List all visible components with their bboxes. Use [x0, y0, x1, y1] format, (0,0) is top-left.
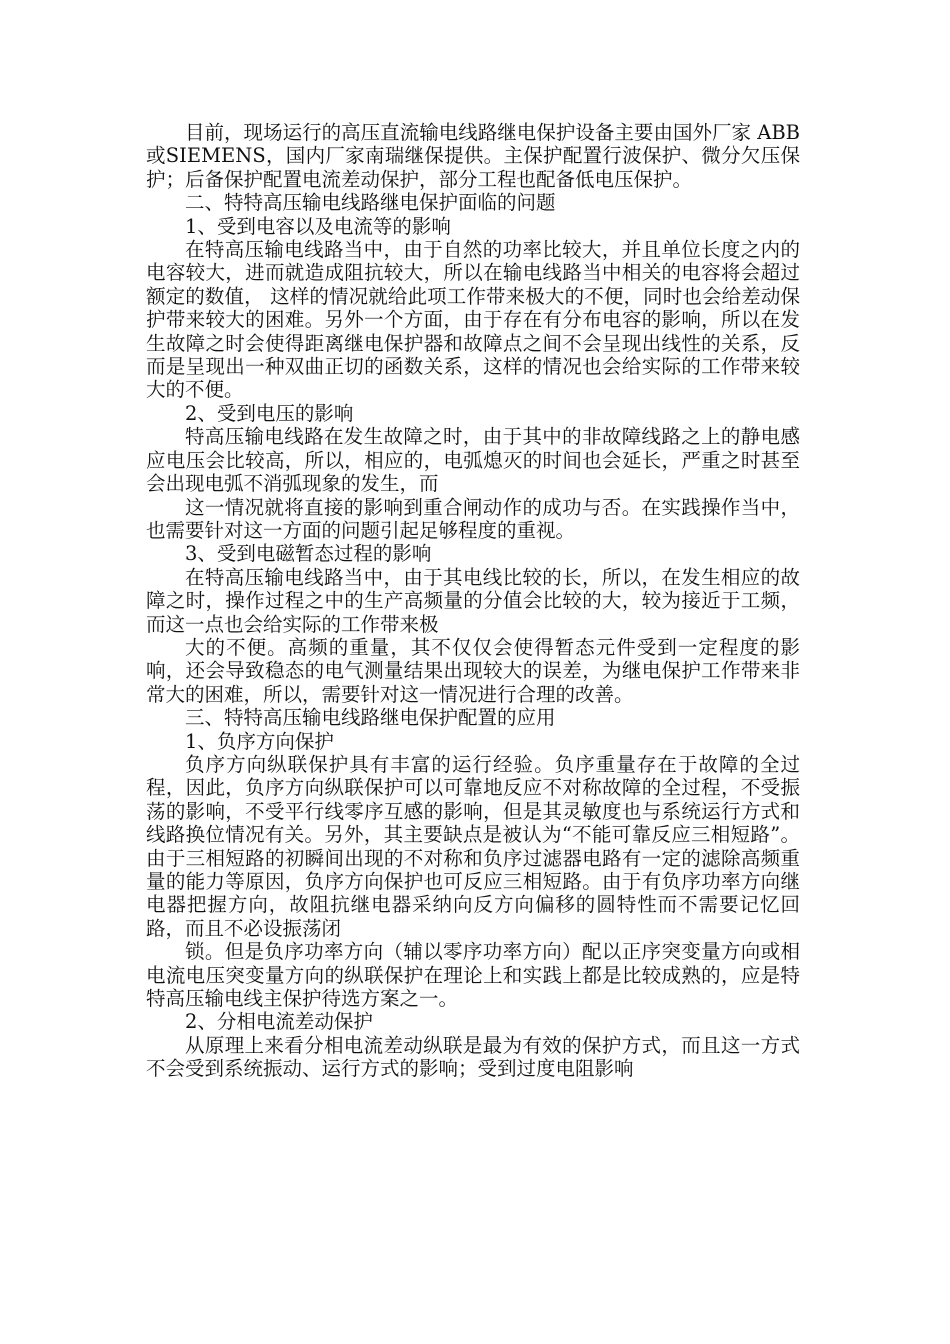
subsection-heading-3-1: 1、负序方向保护: [185, 729, 334, 753]
paragraph-negative-sequence-cont: 锁。但是负序功率方向（辅以零序功率方向）配以正序突变量方向或相电流电压突变量方向的纵联保护在理论上和实践上都是比较成熟的，应是特特高压输电线主保护待选方案之一。: [146, 940, 800, 1011]
section-heading-2: 二、特特高压输电线路继电保护面临的问题: [185, 191, 556, 215]
subsection-heading-3-2: 2、分相电流差动保护: [185, 1010, 373, 1034]
paragraph-transient-cont: 大的不便。高频的重量，其不仅仅会使得暂态元件受到一定程度的影响，还会导致稳态的电气测量结果出现较大的误差，为继电保护工作带来非常大的困难，所以，需要针对这一情况进行合理的改善。: [146, 635, 800, 706]
paragraph-transient: 在特高压输电线路当中，由于其电线比较的长，所以，在发生相应的故障之时，操作过程之中的生产高频量的分值会比较的大，较为接近于工频，而这一点也会给实际的工作带来极: [146, 565, 800, 636]
paragraph-voltage-cont: 这一情况就将直接的影响到重合闸动作的成功与否。在实践操作当中，也需要针对这一方面的问题引起足够程度的重视。: [146, 495, 800, 542]
paragraph-differential: 从原理上来看分相电流差动纵联是最为有效的保护方式，而且这一方式不会受到系统振动、运行方式的影响；受到过度电阻影响: [146, 1033, 800, 1081]
subsection-heading-2-3: 3、受到电磁暂态过程的影响: [185, 542, 432, 566]
subsection-heading-2-2: 2、受到电压的影响: [185, 401, 354, 425]
document-body: [146, 121, 800, 1081]
paragraph-voltage: 特高压输电线路在发生故障之时，由于其中的非故障线路之上的静电感应电压会比较高，所以，相应的，电弧熄灭的时间也会延长，严重之时甚至会出现电弧不消弧现象的发生，而: [146, 425, 800, 496]
section-heading-3: 三、特特高压输电线路继电保护配置的应用: [185, 706, 556, 730]
subsection-heading-2-1: 1、受到电容以及电流等的影响: [185, 214, 451, 238]
paragraph-capacitance: 在特高压输电线路当中，由于自然的功率比较大，并且单位长度之内的电容较大，进而就造成阻抗较大，所以在输电线路当中相关的电容将会超过额定的数值， 这样的情况就给此项工作带来极大的不便，同时也会给差动保护带来较大的困难。另外一个方面，由于存在有分布电容的影响，所以在发生故障之时会使得距离继电保护器和故障点之间不会呈现出线性的关系，反而是呈现出一种双曲正切的函数关系，这样的情况也会给实际的工作带来较大的不便。: [146, 238, 800, 402]
paragraph-negative-sequence: 负序方向纵联保护具有丰富的运行经验。负序重量存在于故障的全过程，因此，负序方向纵联保护可以可靠地反应不对称故障的全过程，不受振荡的影响，不受平行线零序互感的影响，但是其灵敏度也与系统运行方式和线路换位情况有关。另外，其主要缺点是被认为“不能可靠反应三相短路”。 由于三相短路的初瞬间出现的不对称和负序过滤器电路有一定的滤除高频重量的能力等原因，负序方向保护也可反应三相短路。由于有负序功率方向继电器把握方向，故阻抗继电器采纳向反方向偏移的圆特性而不需要记忆回路，而且不必设振荡闭: [146, 752, 800, 940]
paragraph-intro: 目前，现场运行的高压直流输电线路继电保护设备主要由国外厂家 ABB 或SIEMENS，国内厂家南瑞继保提供。主保护配置行波保护、微分欠压保护；后备保护配置电流差动保护，部分工程也配备低电压保护。: [146, 121, 800, 191]
